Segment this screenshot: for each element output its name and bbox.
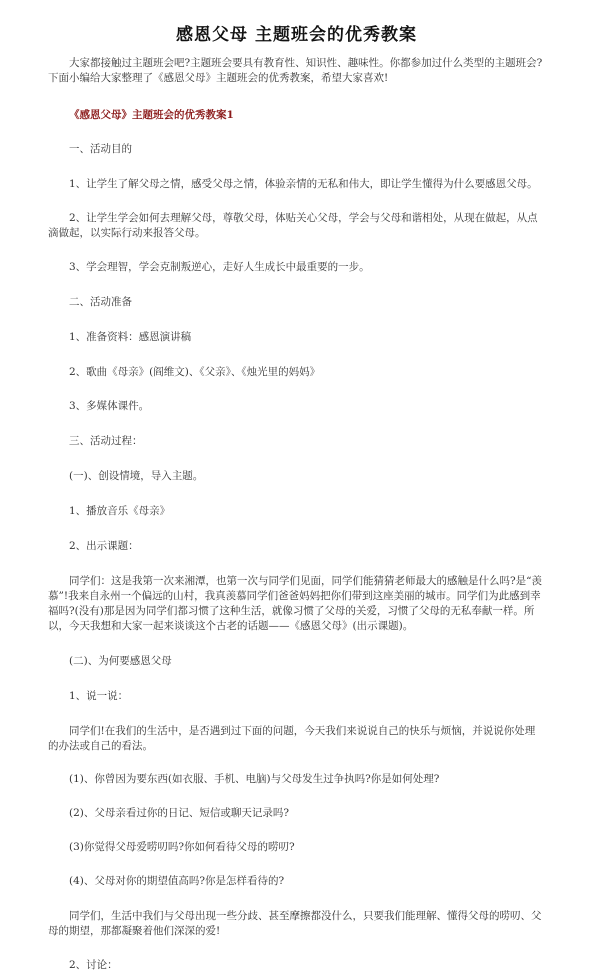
heading-activity-prep: 二、活动准备 bbox=[69, 296, 132, 308]
question-3: (3)你觉得父母爱唠叨吗?你如何看待父母的唠叨? bbox=[69, 841, 295, 853]
paragraph-goal-1: 1、让学生了解父母之情，感受父母之情，体验亲情的无私和伟大，即让学生懂得为什么要感恩父母。 bbox=[69, 178, 538, 190]
paragraph-prep-1: 1、准备资料：感恩演讲稿 bbox=[69, 331, 192, 343]
subheading-scene: (一)、创设情境，导入主题。 bbox=[69, 470, 204, 482]
paragraph-teacher-speech: 同学们：这是我第一次来湘潭，也第一次与同学们见面，同学们能猜猜老师最大的感触是什么吗?是“羡慕”!我来自永州一个偏远的山村，我真羡慕同学们爸爸妈妈把你们带到这座美丽的城市。同学们为此感到幸福吗?(没有)那是因为同学们都习惯了这种生活，就像习惯了父母的关爱，习惯了父母的无私奉献一样。所以，今天我想和大家一起来谈谈这个古老的话题——《感恩父母》(出示课题)。 bbox=[48, 575, 542, 632]
document-title: 感恩父母 主题班会的优秀教案 bbox=[176, 25, 417, 45]
heading-activity-process: 三、活动过程： bbox=[69, 435, 143, 447]
paragraph-goal-2: 2、让学生学会如何去理解父母，尊敬父母，体贴关心父母，学会与父母和谐相处，从现在做起，从点滴做起，以实际行动来报答父母。 bbox=[48, 212, 538, 239]
intro-paragraph: 大家都接触过主题班会吧?主题班会要具有教育性、知识性、趣味性。你都参加过什么类型的主题班会?下面小编给大家整理了《感恩父母》主题班会的优秀教案，希望大家喜欢! bbox=[48, 57, 543, 84]
question-1: (1)、你曾因为要东西(如衣服、手机、电脑)与父母发生过争执吗?你是如何处理? bbox=[69, 773, 440, 785]
heading-activity-goal: 一、活动目的 bbox=[69, 143, 132, 155]
paragraph-say: 1、说一说： bbox=[69, 690, 129, 702]
paragraph-students-question: 同学们!在我们的生活中，是否遇到过下面的问题，今天我们来说说自己的快乐与烦恼，并说说你处理的办法或自己的看法。 bbox=[48, 725, 536, 752]
paragraph-prep-3: 3、多媒体课件。 bbox=[69, 400, 150, 412]
paragraph-play-music: 1、播放音乐《母亲》 bbox=[69, 505, 171, 517]
question-2: (2)、父母亲看过你的日记、短信或聊天记录吗? bbox=[69, 807, 290, 819]
paragraph-goal-3: 3、学会理智，学会克制叛逆心，走好人生成长中最重要的一步。 bbox=[69, 261, 370, 273]
subheading-why-gratitude: (二)、为何要感恩父母 bbox=[69, 655, 172, 667]
paragraph-conclusion: 同学们，生活中我们与父母出现一些分歧、甚至摩擦都没什么，只要我们能理解、懂得父母的唠叨、父母的期望，那都凝聚着他们深深的爱! bbox=[48, 910, 542, 937]
paragraph-prep-2: 2、歌曲《母亲》(阎维文)、《父亲》、《烛光里的妈妈》 bbox=[69, 366, 321, 378]
paragraph-show-topic: 2、出示课题： bbox=[69, 540, 139, 552]
paragraph-discuss: 2、讨论： bbox=[69, 959, 118, 971]
section-title: 《感恩父母》主题班会的优秀教案1 bbox=[69, 109, 234, 121]
question-4: (4)、父母对你的期望值高吗?你是怎样看待的? bbox=[69, 875, 285, 887]
